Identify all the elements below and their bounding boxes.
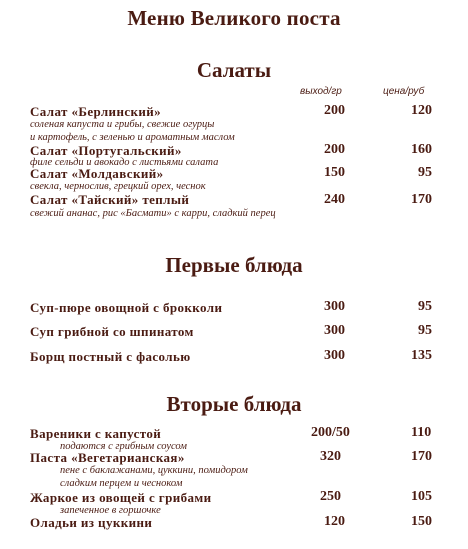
menu-item-yield: 250 — [320, 489, 341, 504]
menu-item-description: филе сельди и авокадо с листьями салата — [30, 157, 219, 168]
menu-item-name: Оладьи из цуккини — [30, 515, 153, 530]
menu-item-description: соленая капуста и грибы, свежие огурцы — [30, 119, 215, 130]
menu-item-description: пене с баклажанами, цуккини, помидором — [60, 465, 248, 476]
menu-item-price: 120 — [411, 103, 432, 118]
menu-item-name: Борщ постный с фасолью — [30, 349, 191, 364]
menu-item-name: Жаркое из овощей с грибами — [30, 490, 212, 505]
menu-item-yield: 200 — [324, 103, 345, 118]
menu-item-price: 170 — [411, 192, 432, 207]
menu-item-yield: 300 — [324, 323, 345, 338]
section-title-salads: Салаты — [196, 58, 272, 82]
menu-item-price: 160 — [411, 142, 432, 157]
menu-item-description: и картофель, с зеленью и ароматным маслом — [30, 132, 235, 143]
menu-item-name: Салат «Берлинский» — [30, 104, 162, 119]
menu-item-description: свежий ананас, рис «Басмати» с карри, сладкий перец — [30, 208, 276, 219]
menu-item-yield: 300 — [324, 348, 345, 363]
menu-item-name: Салат «Португальский» — [30, 143, 182, 158]
menu-item-name: Паста «Вегетарианская» — [30, 450, 185, 465]
menu-title: Меню Великого поста — [127, 6, 341, 30]
menu-item-yield: 240 — [324, 192, 345, 207]
menu-item-price: 95 — [418, 165, 432, 180]
menu-item-yield: 300 — [324, 299, 345, 314]
menu-item-name: Салат «Тайский» теплый — [30, 192, 190, 207]
menu-item-price: 170 — [411, 449, 432, 464]
menu-item-name: Вареники с капустой — [30, 426, 162, 441]
menu-item-yield: 120 — [324, 514, 345, 529]
column-header-price: цена/руб — [383, 86, 425, 97]
column-header-yield: выход/гр — [300, 86, 342, 97]
menu-item-yield: 200 — [324, 142, 345, 157]
section-title-second-courses: Вторые блюда — [166, 392, 302, 416]
menu-item-description: запеченное в горшочке — [60, 505, 161, 516]
menu-item-name: Суп грибной со шпинатом — [30, 324, 194, 339]
menu-item-price: 150 — [411, 514, 432, 529]
menu-item-description: сладким перцем и чесноком — [60, 478, 183, 489]
menu-item-price: 95 — [418, 299, 432, 314]
menu-item-price: 105 — [411, 489, 432, 504]
menu-item-yield: 150 — [324, 165, 345, 180]
menu-item-description: свекла, чернослив, грецкий орех, чеснок — [30, 181, 206, 192]
menu-item-yield: 200/50 — [311, 425, 350, 440]
menu-item-yield: 320 — [320, 449, 341, 464]
menu-item-price: 135 — [411, 348, 432, 363]
menu-item-description: подаются с грибным соусом — [60, 441, 187, 452]
menu-item-price: 110 — [411, 425, 432, 440]
menu-item-name: Салат «Молдавский» — [30, 166, 164, 181]
menu-item-name: Суп-пюре овощной с брокколи — [30, 300, 223, 315]
menu-item-price: 95 — [418, 323, 432, 338]
section-title-first-courses: Первые блюда — [165, 253, 303, 277]
